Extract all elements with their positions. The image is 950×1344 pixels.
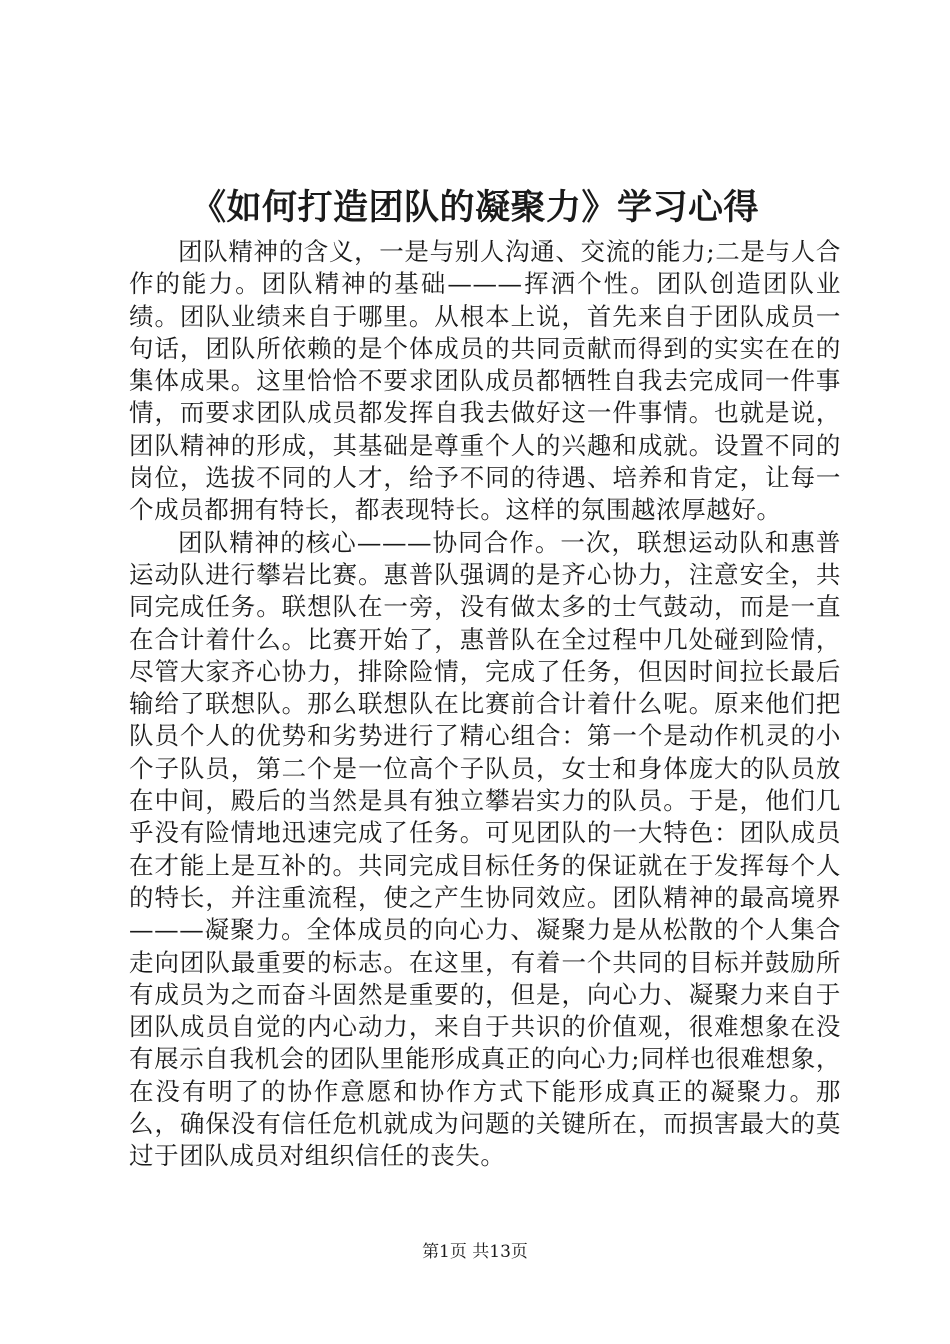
page-footer: 第1页 共13页	[422, 1242, 528, 1262]
document-body	[129, 236, 841, 1173]
body-paragraph-1: 团队精神的含义，一是与别人沟通、交流的能力;二是与人合作的能力。团队精神的基础———挥洒个性。团队创造团队业绩。团队业绩来自于哪里。从根本上说，首先来自于团队成员一句话，团队所依赖的是个体成员的共同贡献而得到的实实在在的集体成果。这里恰恰不要求团队成员都牺牲自我去完成同一件事情，而要求团队成员都发挥自我去做好这一件事情。也就是说，团队精神的形成，其基础是尊重个人的兴趣和成就。设置不同的岗位，选拔不同的人才，给予不同的待遇、培养和肯定，让每一个成员都拥有特长，都表现特长。这样的氛围越浓厚越好。	[129, 237, 841, 525]
body-paragraph-2: 团队精神的核心———协同合作。一次，联想运动队和惠普运动队进行攀岩比赛。惠普队强调的是齐心协力，注意安全，共同完成任务。联想队在一旁，没有做太多的士气鼓动，而是一直在合计着什么。比赛开始了，惠普队在全过程中几处碰到险情，尽管大家齐心协力，排除险情，完成了任务，但因时间拉长最后输给了联想队。那么联想队在比赛前合计着什么呢。原来他们把队员个人的优势和劣势进行了精心组合：第一个是动作机灵的小个子队员，第二个是一位高个子队员，女士和身体庞大的队员放在中间，殿后的当然是具有独立攀岩实力的队员。于是，他们几乎没有险情地迅速完成了任务。可见团队的一大特色：团队成员在才能上是互补的。共同完成目标任务的保证就在于发挥每个人的特长，并注重流程，使之产生协同效应。团队精神的最高境界———凝聚力。全体成员的向心力、凝聚力是从松散的个人集合走向团队最重要的标志。在这里，有着一个共同的目标并鼓励所有成员为之而奋斗固然是重要的，但是，向心力、凝聚力来自于团队成员自觉的内心动力，来自于共识的价值观，很难想象在没有展示自我机会的团队里能形成真正的向心力;同样也很难想象，在没有明了的协作意愿和协作方式下能形成真正的凝聚力。那么，确保没有信任危机就成为问题的关键所在，而损害最大的莫过于团队成员对组织信任的丧失。	[129, 527, 841, 1171]
document-title: 《如何打造团队的凝聚力》学习心得	[190, 187, 759, 228]
